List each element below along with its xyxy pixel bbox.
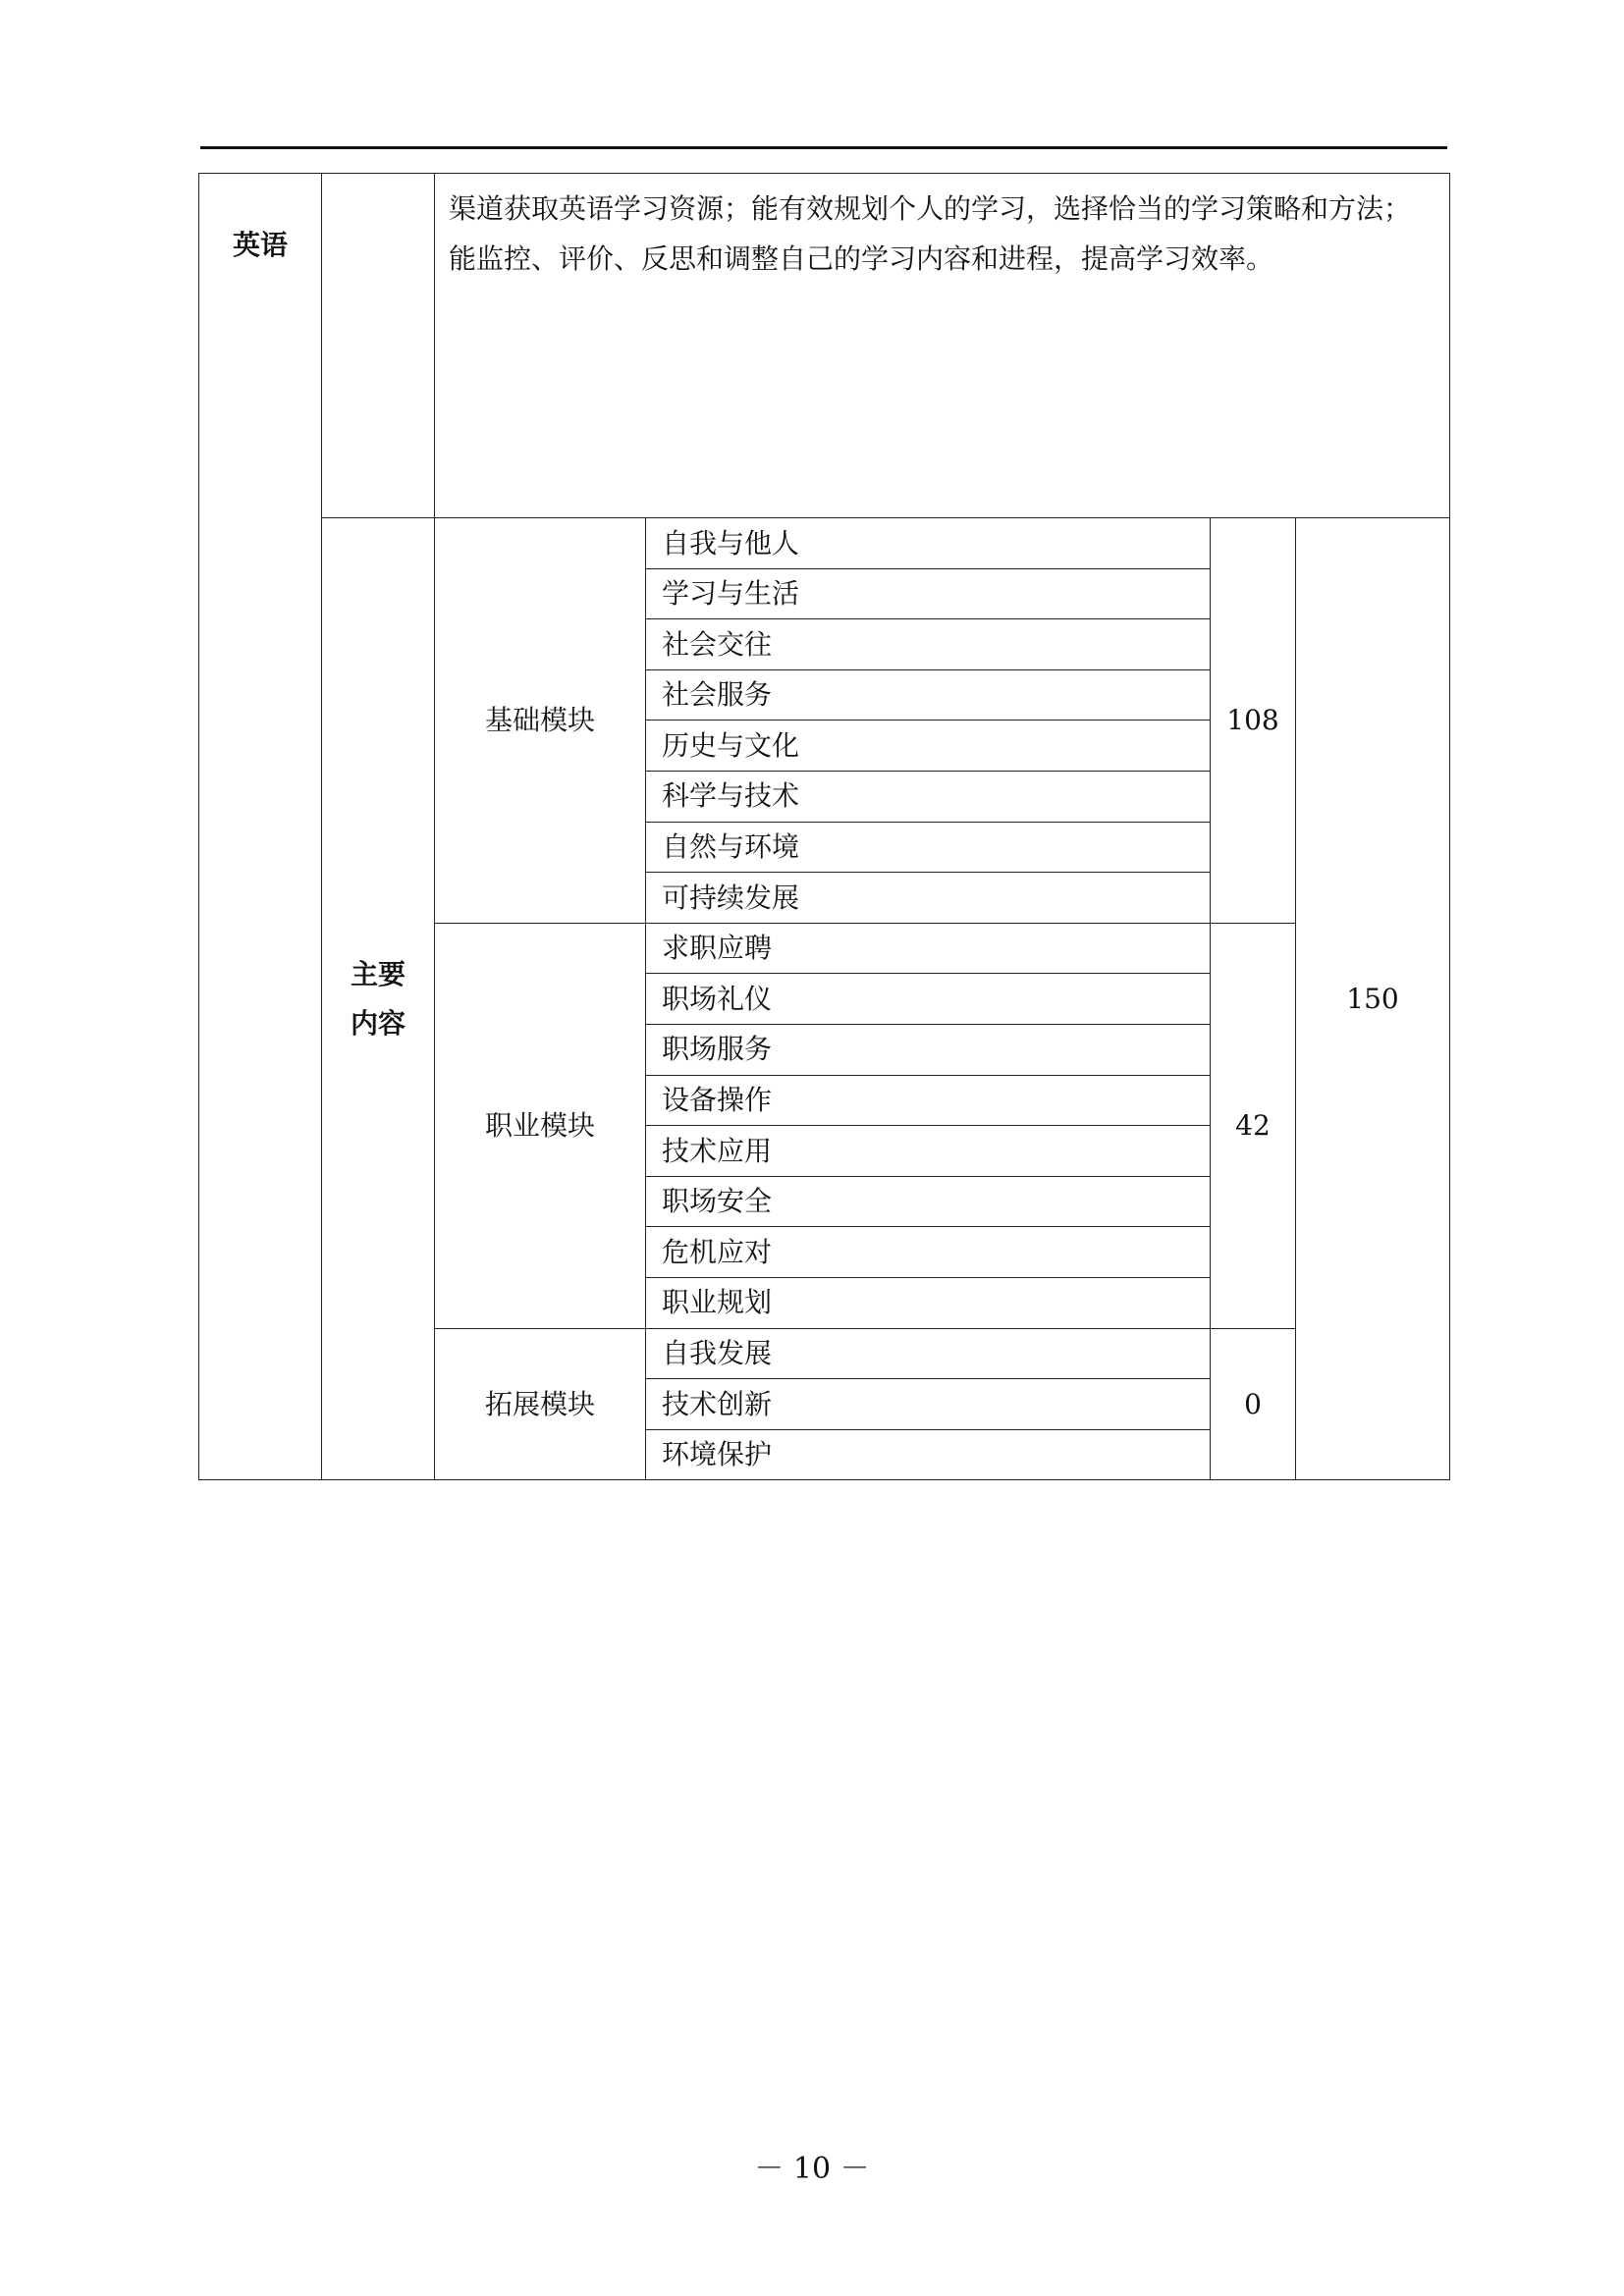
module-name: 职业模块 bbox=[435, 923, 646, 1328]
topic-cell: 技术应用 bbox=[646, 1126, 1211, 1177]
topic-cell: 职业规划 bbox=[646, 1277, 1211, 1328]
topic-cell: 自我与他人 bbox=[646, 518, 1211, 569]
main-content-label: 主要 内容 bbox=[322, 518, 435, 1480]
topic-cell: 设备操作 bbox=[646, 1075, 1211, 1126]
module-name: 基础模块 bbox=[435, 518, 646, 924]
topic-cell: 职场礼仪 bbox=[646, 974, 1211, 1025]
module-hours: 108 bbox=[1211, 518, 1296, 924]
topic-cell: 科学与技术 bbox=[646, 771, 1211, 822]
topic-cell: 技术创新 bbox=[646, 1379, 1211, 1430]
topic-cell: 学习与生活 bbox=[646, 568, 1211, 619]
topic-cell: 自然与环境 bbox=[646, 822, 1211, 873]
topic-cell: 职场安全 bbox=[646, 1176, 1211, 1227]
topic-cell: 环境保护 bbox=[646, 1429, 1211, 1480]
topic-cell: 危机应对 bbox=[646, 1227, 1211, 1278]
module-hours: 0 bbox=[1211, 1328, 1296, 1480]
objective-row bbox=[199, 174, 1450, 518]
module-name: 拓展模块 bbox=[435, 1328, 646, 1480]
course-table bbox=[198, 173, 1450, 1480]
subject-cell: 英语 bbox=[199, 174, 322, 1480]
topic-cell: 历史与文化 bbox=[646, 721, 1211, 772]
top-rule bbox=[200, 146, 1447, 149]
topic-cell: 求职应聘 bbox=[646, 923, 1211, 974]
topic-cell: 可持续发展 bbox=[646, 873, 1211, 924]
topic-cell: 社会交往 bbox=[646, 619, 1211, 670]
topic-cell: 自我发展 bbox=[646, 1328, 1211, 1379]
topic-cell: 社会服务 bbox=[646, 669, 1211, 721]
page-number: － 10 － bbox=[754, 2152, 870, 2186]
total-hours: 150 bbox=[1296, 518, 1450, 1480]
table-row bbox=[199, 518, 1450, 569]
empty-label-cell bbox=[322, 174, 435, 518]
topic-cell: 职场服务 bbox=[646, 1024, 1211, 1075]
module-hours: 42 bbox=[1211, 923, 1296, 1328]
objective-text: 渠道获取英语学习资源；能有效规划个人的学习，选择恰当的学习策略和方法；能监控、评价、反思和调整自己的学习内容和进程，提高学习效率。 bbox=[435, 174, 1450, 518]
